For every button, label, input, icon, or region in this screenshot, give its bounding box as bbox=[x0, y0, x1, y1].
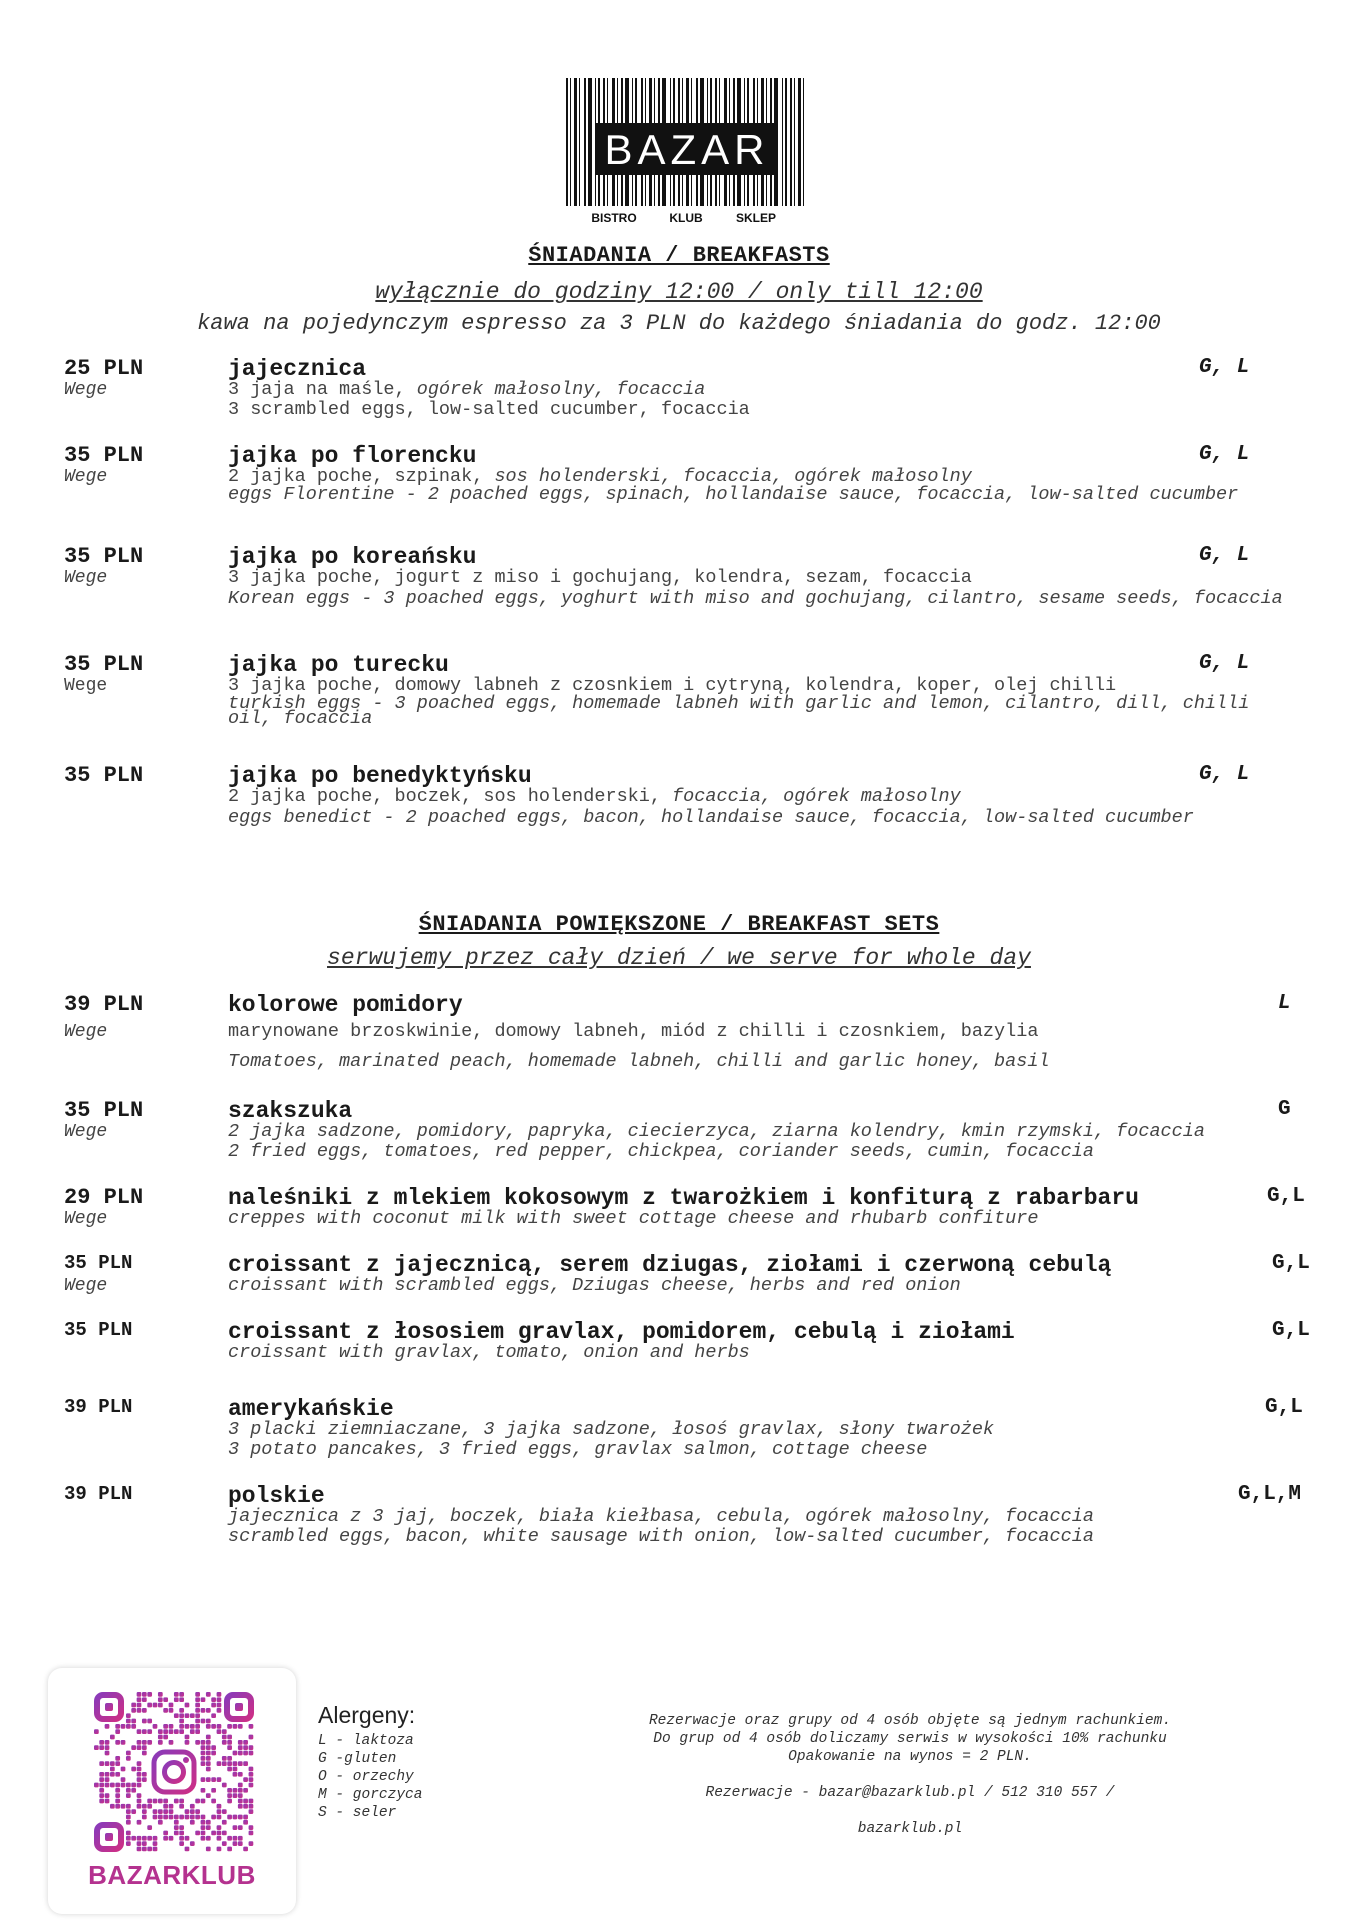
item-tag: Wege bbox=[64, 676, 108, 696]
item-price: 39 PLN bbox=[64, 1396, 133, 1418]
breakfasts-subtitle: wyłącznie do godziny 12:00 / only till 12:00 bbox=[375, 279, 983, 305]
item-desc-pl: 3 placki ziemniaczane, 3 jajka sadzone, łosoś gravlax, słony twarożek bbox=[228, 1419, 995, 1440]
item-desc-pl: 2 jajka sadzone, pomidory, papryka, ciecierzyca, ziarna kolendry, kmin rzymski, focaccia bbox=[228, 1121, 1205, 1142]
logo-sub-bistro: BISTRO bbox=[591, 211, 637, 225]
item-tag: Wege bbox=[64, 1209, 108, 1229]
allergen-line: M - gorczyca bbox=[318, 1787, 423, 1803]
item-tag: Wege bbox=[64, 1022, 108, 1042]
item-name: jajka po benedyktyńsku bbox=[228, 763, 532, 789]
allergen-line: G -gluten bbox=[318, 1751, 397, 1767]
item-desc-pl: 3 jajka poche, jogurt z miso i gochujang, kolendra, sezam, focaccia bbox=[228, 567, 972, 588]
allergens-title: Alergeny: bbox=[318, 1702, 416, 1728]
item-name: szakszuka bbox=[228, 1098, 353, 1124]
item-allergens: G, L bbox=[1199, 763, 1250, 786]
item-desc-pl: 3 jaja na maśle, ogórek małosolny, focaccia bbox=[228, 379, 706, 400]
item-tag: Wege bbox=[64, 568, 108, 588]
item-desc-en: eggs benedict - 2 poached eggs, bacon, hollandaise sauce, focaccia, low-salted cucumber bbox=[228, 807, 1194, 828]
item-desc-pl: marynowane brzoskwinie, domowy labneh, miód z chilli i czosnkiem, bazylia bbox=[228, 1021, 1039, 1042]
item-name: amerykańskie bbox=[228, 1396, 394, 1422]
item-allergens: G,L,M bbox=[1238, 1483, 1302, 1506]
instagram-qr-code[interactable] bbox=[94, 1692, 254, 1852]
item-allergens: G, L bbox=[1199, 356, 1250, 379]
item-allergens: G,L bbox=[1267, 1185, 1305, 1208]
website-link[interactable]: bazarklub.pl bbox=[857, 1821, 963, 1837]
item-desc-en: 3 scrambled eggs, low-salted cucumber, focaccia bbox=[228, 399, 750, 420]
item-allergens: G,L bbox=[1265, 1396, 1303, 1419]
item-allergens: G,L bbox=[1272, 1319, 1310, 1342]
item-name: naleśniki z mlekiem kokosowym z twarożkiem i konfiturą z rabarbaru bbox=[228, 1185, 1139, 1211]
item-price: 25 PLN bbox=[64, 356, 144, 381]
item-desc-pl: 2 jajka poche, boczek, sos holenderski, focaccia, ogórek małosolny bbox=[228, 786, 961, 807]
instagram-qr-card[interactable] bbox=[48, 1668, 296, 1914]
reservation-notes bbox=[590, 1712, 1230, 1838]
item-price: 35 PLN bbox=[64, 544, 144, 569]
item-tag: Wege bbox=[64, 1276, 108, 1296]
item-name: polskie bbox=[228, 1483, 325, 1509]
item-allergens: G, L bbox=[1199, 652, 1250, 675]
item-tag: Wege bbox=[64, 1122, 108, 1142]
item-allergens: G, L bbox=[1199, 544, 1250, 567]
item-desc-en: 2 fried eggs, tomatoes, red pepper, chickpea, coriander seeds, cumin, focaccia bbox=[228, 1141, 1094, 1162]
note-line: Opakowanie na wynos = 2 PLN. bbox=[788, 1749, 1032, 1765]
item-allergens: G bbox=[1278, 1098, 1291, 1121]
item-price: 35 PLN bbox=[64, 1098, 144, 1123]
item-allergens: G,L bbox=[1272, 1252, 1310, 1275]
item-allergens: G, L bbox=[1199, 443, 1250, 466]
item-desc-en: 3 potato pancakes, 3 fried eggs, gravlax salmon, cottage cheese bbox=[228, 1439, 928, 1460]
reservation-contact[interactable]: Rezerwacje - bazar@bazarklub.pl / 512 310 557 / bbox=[705, 1785, 1115, 1801]
item-allergens: L bbox=[1278, 992, 1291, 1015]
note-line: Rezerwacje oraz grupy od 4 osób objęte są jednym rachunkiem. bbox=[648, 1713, 1172, 1729]
item-price: 35 PLN bbox=[64, 1252, 133, 1274]
item-tag: Wege bbox=[64, 380, 108, 400]
item-name: croissant z łososiem gravlax, pomidorem, cebulą i ziołami bbox=[228, 1319, 1015, 1345]
allergen-line: O - orzechy bbox=[318, 1769, 414, 1785]
item-price: 35 PLN bbox=[64, 763, 144, 788]
item-desc-en: creppes with coconut milk with sweet cottage cheese and rhubarb confiture bbox=[228, 1208, 1039, 1229]
item-price: 29 PLN bbox=[64, 1185, 144, 1210]
logo-word: BAZAR bbox=[604, 126, 770, 173]
item-desc-pl: 2 jajka poche, szpinak, sos holenderski, focaccia, ogórek małosolny bbox=[228, 466, 972, 487]
logo-sub-sklep: SKLEP bbox=[735, 211, 777, 225]
item-name: croissant z jajecznicą, serem dziugas, ziołami i czerwoną cebulą bbox=[228, 1252, 1112, 1278]
item-desc-pl: jajecznica z 3 jaj, boczek, biała kiełbasa, cebula, ogórek małosolny, focaccia bbox=[228, 1506, 1094, 1527]
item-price: 35 PLN bbox=[64, 652, 144, 677]
allergens-legend bbox=[318, 1702, 422, 1822]
item-desc-en: croissant with scrambled eggs, Dziugas cheese, herbs and red onion bbox=[228, 1275, 961, 1296]
allergen-line: S - seler bbox=[318, 1805, 397, 1821]
item-price: 39 PLN bbox=[64, 1483, 133, 1505]
item-desc-en: croissant with gravlax, tomato, onion and herbs bbox=[228, 1342, 750, 1363]
bazar-logo bbox=[562, 78, 812, 228]
allergen-line: L - laktoza bbox=[318, 1733, 414, 1749]
item-name: jajka po koreańsku bbox=[228, 544, 477, 570]
item-name: kolorowe pomidory bbox=[228, 992, 463, 1018]
item-desc-en: Korean eggs - 3 poached eggs, yoghurt with miso and gochujang, cilantro, sesame seeds, focaccia bbox=[228, 588, 1283, 609]
breakfasts-title: ŚNIADANIA / BREAKFASTS bbox=[528, 243, 830, 268]
item-desc-en: turkish eggs - 3 poached eggs, homemade labneh with garlic and lemon, cilantro, dill, chilli oil, focaccia bbox=[228, 693, 1250, 729]
sets-subtitle: serwujemy przez cały dzień / we serve for whole day bbox=[327, 945, 1031, 971]
breakfasts-note: kawa na pojedynczym espresso za 3 PLN do każdego śniadania do godz. 12:00 bbox=[197, 311, 1161, 336]
item-price: 35 PLN bbox=[64, 1319, 133, 1341]
item-tag: Wege bbox=[64, 467, 108, 487]
item-price: 39 PLN bbox=[64, 992, 144, 1017]
item-price: 35 PLN bbox=[64, 443, 144, 468]
note-line: Do grup od 4 osób doliczamy serwis w wysokości 10% rachunku bbox=[653, 1731, 1167, 1747]
item-desc-en: Tomatoes, marinated peach, homemade labneh, chilli and garlic honey, basil bbox=[228, 1051, 1050, 1072]
sets-title: ŚNIADANIA POWIĘKSZONE / BREAKFAST SETS bbox=[418, 912, 940, 937]
qr-brand-label: BAZARKLUB bbox=[88, 1860, 256, 1890]
item-desc-en: scrambled eggs, bacon, white sausage with onion, low-salted cucumber, focaccia bbox=[228, 1526, 1094, 1547]
item-name: jajka po turecku bbox=[228, 652, 449, 678]
item-desc-pl: 3 jajka poche, domowy labneh z czosnkiem i cytryną, kolendra, koper, olej chilli bbox=[228, 675, 1117, 696]
item-desc-en: eggs Florentine - 2 poached eggs, spinach, hollandaise sauce, focaccia, low-salted cucumber bbox=[228, 484, 1239, 505]
item-name: jajka po florencku bbox=[228, 443, 477, 469]
item-name: jajecznica bbox=[228, 356, 367, 382]
logo-sub-klub: KLUB bbox=[669, 211, 703, 225]
